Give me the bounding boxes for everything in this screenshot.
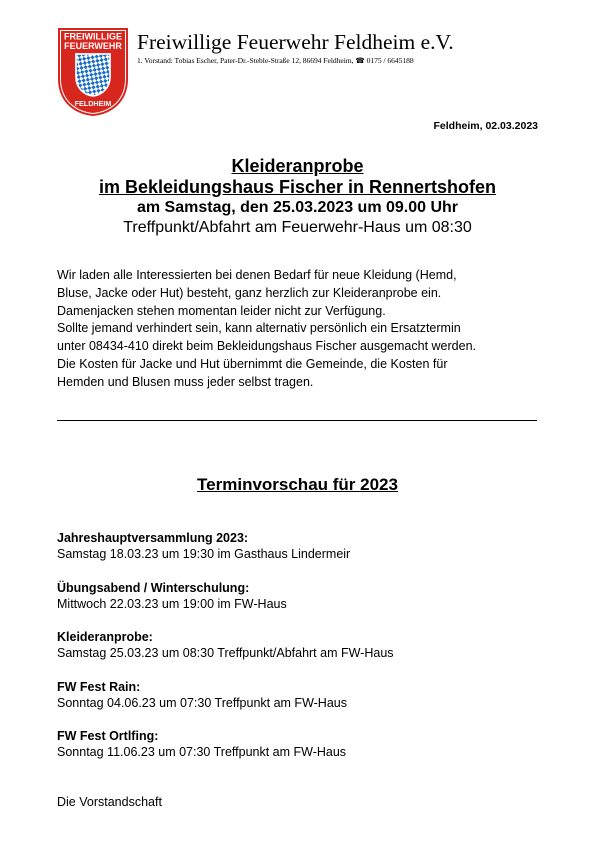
signature: Die Vorstandschaft [57,795,162,809]
announcement-title-line-1: Kleideranprobe [231,156,364,176]
schedule-item-detail: Mittwoch 22.03.23 um 19:00 im FW-Haus [57,596,287,611]
schedule-item [57,728,537,760]
body-line: Wir laden alle Interessierten bei denen Bedarf für neue Kleidung (Hemd, [57,268,457,282]
organization-name: Freiwillige Feuerwehr Feldheim e.V. [137,30,454,54]
schedule-item-title: Kleideranprobe: [57,630,153,644]
schedule-item-detail: Sonntag 04.06.23 um 07:30 Treffpunkt am FW-Haus [57,695,347,710]
fire-brigade-logo [57,27,129,117]
schedule-item-title: FW Fest Rain: [57,679,141,694]
logo-text-top-1: FREIWILLIGE [64,31,122,42]
schedule-item-title: FW Fest Ortlfing: [57,729,159,743]
schedule-item [57,629,537,661]
announcement-title-line-2: im Bekleidungshaus Fischer in Rennertshofen [98,177,497,197]
announcement-heading [40,156,555,238]
schedule-item [57,679,537,711]
schedule-item [57,530,537,562]
logo-text-bottom: FELDHEIM [74,99,112,108]
schedule-item-detail: Sonntag 11.06.23 um 07:30 Treffpunkt am FW-Haus [57,745,347,759]
schedule-item-detail: Samstag 25.03.23 um 08:30 Treffpunkt/Abfahrt am FW-Haus [57,646,394,660]
logo-text-top-2: FEUERWEHR [64,41,122,51]
letter-date: Feldheim, 02.03.2023 [433,120,538,132]
schedule-preview-title: Terminvorschau für 2023 [197,475,398,494]
schedule-item [57,580,537,612]
schedule-list [57,530,537,778]
announcement-body [57,267,542,392]
schedule-item-detail: Samstag 18.03.23 um 19:30 im Gasthaus Lindermeir [57,547,351,561]
organization-address: 1. Vorstand: Tobias Escher, Pater-Dr.-Steble-Straße 12, 86694 Feldheim, ☎ 0175 / 6645188 [137,56,414,65]
body-line: Hemden und Blusen muss jeder selbst tragen. [57,374,314,389]
meeting-point: Treffpunkt/Abfahrt am Feuerwehr-Haus um 08:30 [123,219,472,236]
schedule-item-title: Übungsabend / Winterschulung: [57,580,250,595]
announcement-subtitle: am Samstag, den 25.03.2023 um 09.00 Uhr [136,199,459,216]
body-line: Bluse, Jacke oder Hut) besteht, ganz herzlich zur Kleideranprobe ein. [57,285,442,300]
body-line: Damenjacken stehen momentan leider nicht zur Verfügung. [57,303,386,318]
body-line: unter 08434-410 direkt beim Bekleidungshaus Fischer ausgemacht werden. [57,339,476,354]
body-line: Die Kosten für Jacke und Hut übernimmt die Gemeinde, die Kosten für [57,356,448,371]
schedule-item-title: Jahreshauptversammlung 2023: [57,531,249,545]
body-line: Sollte jemand verhindert sein, kann alternativ persönlich ein Ersatztermin [57,321,461,336]
section-divider [57,420,537,421]
